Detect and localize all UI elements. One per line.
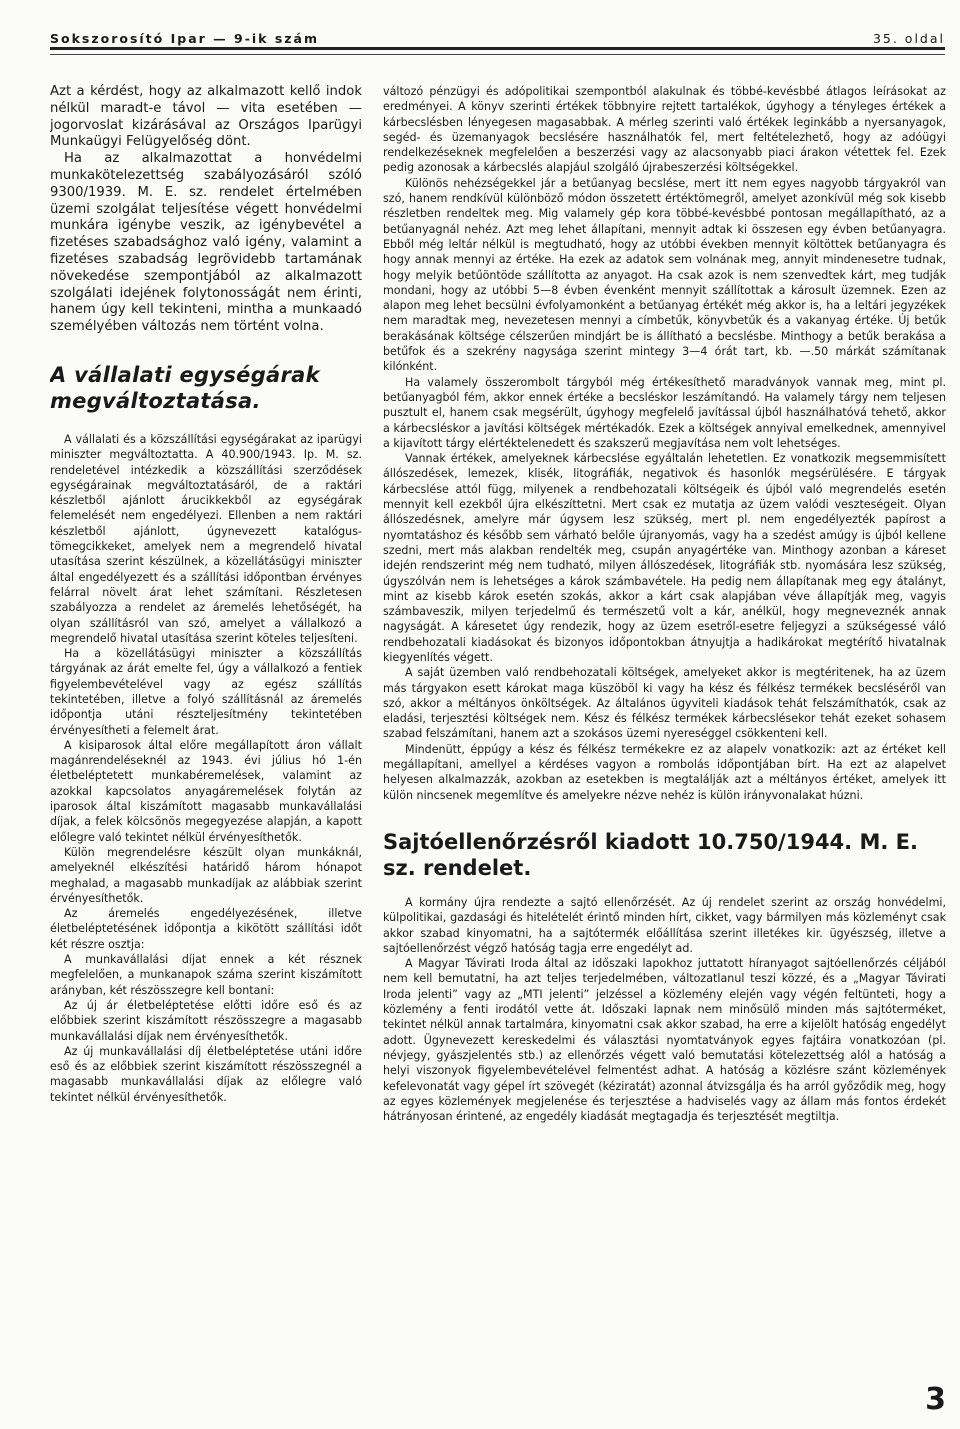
paragraph: A kisiparosok által előre megállapított áron vállalt magánrendeléseknél az 1943. évi július hó 1-én életbeléptetett munkabéremelések, valamint az azokkal kapcsolatos anyagáremelések folytán az iparosok által kiszámított magasabb munkavállalási díjak, a felek kölcsönös megegyezése alapján, a kapott előlegre való tekintet nélkül érvényesíthetők.: [50, 738, 362, 844]
paragraph: A Magyar Távirati Iroda által az időszaki lapokhoz juttatott híranyagot sajtóellenőrzés céljából nem kell bemutatni, ha azt teljes terjedelmében, változatlanul teszi közzé, és a „Magyar Távirati Iroda jelenti” vagy az „MTI jelenti” jelzéssel a közlemény elején vagy végén feltünteti, hogy a közlemény a fenti irodától vette át. Időszaki lapnak nem minősülő minden más sajtóterméket, tekintet nélkül annak tartalmára, kinyomatni csak akkor szabad, ha erre a kijelölt hatóság engedélyt adott. Ügynevezett kereskedelmi és választási nyomtatványok egyes fajtáira vonatkozóan (pl. névjegy, gyászjelentés stb.) az ellenőrzés végett való bemutatási kötelezettség alól a hatóság a helyi viszonyok figyelembevételével felmentést adhat. A hatóság a közlésre szánt közlemények kefelevonatát vagy gépel írt szövegét (kéziratát) azonnal átvizsgálja és ha arról győződik meg, hogy az egyes közlemények megjelenése és terjesztése a hadviselés vagy az állam más fontos érdekét hátrányosan érintené, az engedély kiadását megtagadja és terjesztését megtiltja.: [383, 957, 946, 1124]
paragraph: Ha az alkalmazottat a honvédelmi munkakötelezettség szabályozásáról szóló 9300/1939. M. E. sz. rendelet értelmében üzemi szolgálat teljesítése végett honvédelmi munkára igénybe veszik, az igénybevétel a fizetéses szabadsághoz való igény, valamint a fizetéses szabadság legrövidebb tartamának növekedése szempontjából az alkalmazott szolgálati idejének folytonosságát nem érinti, hanem úgy kell tekinteni, mintha a munkaadó személyében változás nem történt volna.: [50, 151, 362, 335]
paragraph: A vállalati és a közszállítási egységárakat az iparügyi miniszter megváltoztatta. A 40.900/1943. Ip. M. sz. rendeletével intézkedik a közszállítási szerződések egységárainak megváltoztatásáról, de a raktári készletből ajánlott árucikkekből az egységárak felemelését nem engedélyezi. Ellenben a nem raktári készletből ajánlott, úgynevezett katalógus-tömegcikkeket, amelyek nem a megrendelő hivatal utasítása szerint készülnek, a közellátásügyi miniszter által engedélyezett és a szállítási időpontban érvényes felárral növelt árat lehet számítani. Részletesen szabályozza a rendelet az áremelés lehetőségét, ha olyan szállításról van szó, amelyet a vállalkozó a megrendelő hivatal utasítása szerint köteles teljesíteni.: [50, 432, 362, 645]
paragraph: Azt a kérdést, hogy az alkalmazott kellő indok nélkül maradt-e távol — vita esetében — jogorvoslat kizárásával az Országos Iparügyi Munkaügyi Felügyelőség dönt.: [50, 84, 362, 150]
paragraph: A munkavállalási díjat ennek a két résznek megfelelően, a munkanapok száma szerint kiszámított arányban, két részösszegre kell bontani:: [50, 953, 362, 997]
page-number: 3: [925, 1382, 946, 1417]
paragraph: Ha valamely összerombolt tárgyból még értékesíthető maradványok vannak meg, mint pl. betűanyagból fém, akkor ennek értéke a becsléskor leszámítandó. Ha valamely tárgy nem teljesen pusztult el, hanem csak megsérült, úgyhogy megfelelő javítással újból használhatóvá tehető, akkor a kárbecsléskor a javítási költségek mértékadók. Ezek a költségek annyival emelkednek, amennyivel a kijavított tárgy elértéktelenedett és szakszerű megjavítása nem volt lehetséges.: [383, 375, 946, 450]
paragraph: Ha a közellátásügyi miniszter a közszállítás tárgyának az árát emelte fel, úgy a vállalkozó a fentiek figyelembevételével vagy az egész szállítás tekintetében, illetve a folyó szállításnál az áremelés időpontja utáni részteljesítmény tekintetében érvényesítheti a felemelt árat.: [50, 647, 362, 737]
paragraph: Az új ár életbeléptetése előtti időre eső és az előbbiek szerint kiszámított részösszegre a magasabb munkavállalási díjak nem érvényesíthetők.: [50, 998, 362, 1043]
header-rule: [50, 54, 945, 55]
running-head: [50, 28, 945, 50]
page-label: 35. oldal: [872, 31, 945, 46]
article-headline: Sajtóellenőrzésről kiadott 10.750/1944. M. E. sz. rendelet.: [383, 829, 918, 880]
paragraph: A saját üzemben való rendbehozatali költségek, amelyeket akkor is megtéritenek, ha az üzem más tárgyakon esett károkat maga küszöböl ki vagy ha kész és félkész termékek becsléséről van szó, akkor a méltányos önköltségek. Az általános ügyviteli kiadások tehát felszámíthatók, csak az eladási, terjesztési költségek nem. Kész és félkész termékek kárbecslésekor tehát ezeket sohasem szabad felszámítani, hanem azt a szokásos üzemi nyereséggel csökkenteni kell.: [383, 666, 946, 741]
article-headline: A vállalati egységárak megváltoztatása.: [50, 362, 320, 413]
paragraph: változó pénzügyi és adópolitikai szempontból alakulnak és többé-kevésbbé átlagos leírásokat az eredményei. A könyv szerinti értékek többnyire rejtett tartalékok, úgyhogy a tényleges értékek a kárbecslésben lényegesen magasabbak. A mérleg szerinti való értékek leginkább a nyersanyagok, segéd- és üzemanyagok becslésére használhatók fel, mert feltételezhető, hogy az adóügyi rendelkezéseknek megfelelően a beszerzési vagy az alacsonyabb piaci árakon vétettek fel. Ezek pedig azonosak a kárbecslés alapjául szolgáló újrabeszerzési költségekkel.: [383, 85, 946, 175]
right-column: [383, 84, 946, 1384]
paragraph: Az új munkavállalási díj életbeléptetése utáni időre eső és az előbbiek szerint kiszámított részösszegnél a magasabb munkavállalási díjak az előlegre való tekintet nélkül érvényesíthetők.: [50, 1044, 362, 1104]
paragraph: Különös nehézségekkel jár a betűanyag becslése, mert itt nem egyes nagyobb tárgyakról van szó, hanem rendkívül különböző módon összetett értéktömegről, amelyet azonkívül még sok kisebb részletben rendeltek meg. Mig valamely gép kora többé-kevésbbé pontosan megállapítható, az a betűanyagnál nehéz. Azt meg lehet állapítani, mennyit adtak ki összesen egy évben betűanyagra. Ebből még leltár nélkül is megtudható, hogy az utóbbi években mennyit költöttek betűanyagra és hogy annak mennyi az értéke. Ha ezek az adatok sem volnának meg, annyit mindenesetre tudnak, hogy melyik betűöntöde szállította az anyagot. Ha csak azok is nem szenvedtek kárt, meg tudják mondani, hogy az utóbbi 5—8 évben évenként mennyit szállítottak a károsult üzemnek. Ezen az alapon meg lehet becsülni évfolyamonként a betűanyag értékét még akkor is, ha a leltári jegyzékek nem maradtak meg, nevezetesen mennyi a címbetűk, könyvbetűk és a vakanyag értéke. Új betűk berakásának költsége célszerűen mindjárt be is állítható a becslésbe. Minthogy a betűk berakása a betűfok és a szekrény nagysága szerint mintegy 3—4 órát tart, kb. —.50 márkát számítanak kilónként.: [383, 176, 946, 374]
left-column: [50, 84, 362, 1384]
paragraph: Vannak értékek, amelyeknek kárbecslése egyáltalán lehetetlen. Ez vonatkozik megsemmisített állószedések, lemezek, klisék, litográfiák, negativok és hasonlók megsérülésére. E tárgyak kárbecslése attól függ, milyenek a rendbehozatali költségeik és újból való megrendelés esetén mennyit kell ezekből újra elkészíttetni. Mert csak ez mutatja az üzem valódi veszteségeit. Olyan állószedésnek, amelyre már úgysem lesz szükség, mert pl. nem engedélyezték papírost a nyomtatáshoz és később sem várható belőle újranyomás, vagy ha a szedést amúgy is újból kellene szedni, mert más alakban rendelték meg, csupán anyagértéke van. Minthogy azonban a káreset idején rendszerint még nem tudható, milyen állószedések, litográfiák stb. nyomására lesz szükség, úgyszólván nem is lehetséges a károk számbavétele. Ha pedig nem állapítanak meg egy átalányt, mint az kisebb károk esetén szokás, akkor a kárt csak alapjában véve állapítják meg, vagyis számbaveszik, milyen terjedelmű és természetű volt a kár, anélkül, hogy megneveznék annak nagyságát. A káresetet úgy rendezik, hogy az üzem esetről-esetre feljegyzi a szükségessé váló rendbehozatali kiadásokat és bizonyos időpontokban átnyujtja a hadikárokat megtérítő hivatalnak kiegyenlítés végett.: [383, 452, 946, 664]
paragraph: Mindenütt, éppúgy a kész és félkész termékekre ez az alapelv vonatkozik: azt az értéket kell megállapítani, amellyel a kérdéses vagyon a rombolás időpontjában bírt. Ha ezt az alapelvet helyesen alkalmazzák, azokban az esetekben is megtalálják azt a méltányos értéket, amelyek itt külön nincsenek megemlítve és amelyekre nézve nehéz is külön irányvonalakat húzni.: [383, 742, 946, 802]
publication-title: Sokszorosító Ipar — 9-ik szám: [50, 31, 320, 46]
paragraph: A kormány újra rendezte a sajtó ellenőrzését. Az új rendelet szerint az ország honvédelmi, külpolitikai, gazdasági és hitelételét érintő minden hírt, cikket, vagy bármilyen más közleményt csak akkor szabad kinyomatni, ha a sajtótermék előállítása szerint illetékes kir. ügyészség, illetve a sajtóellenőrzést végző hatóság tagja erre engedélyt ad.: [383, 895, 946, 955]
paragraph: Külön megrendelésre készült olyan munkáknál, amelyeknél elkészítési határidő három hónapot meghalad, a magasabb munkadíjak az alábbiak szerint érvényesíthetők.: [50, 845, 362, 905]
paragraph: Az áremelés engedélyezésének, illetve életbeléptetésének időpontja a kikötött szállítási időt két részre osztja:: [50, 907, 362, 951]
